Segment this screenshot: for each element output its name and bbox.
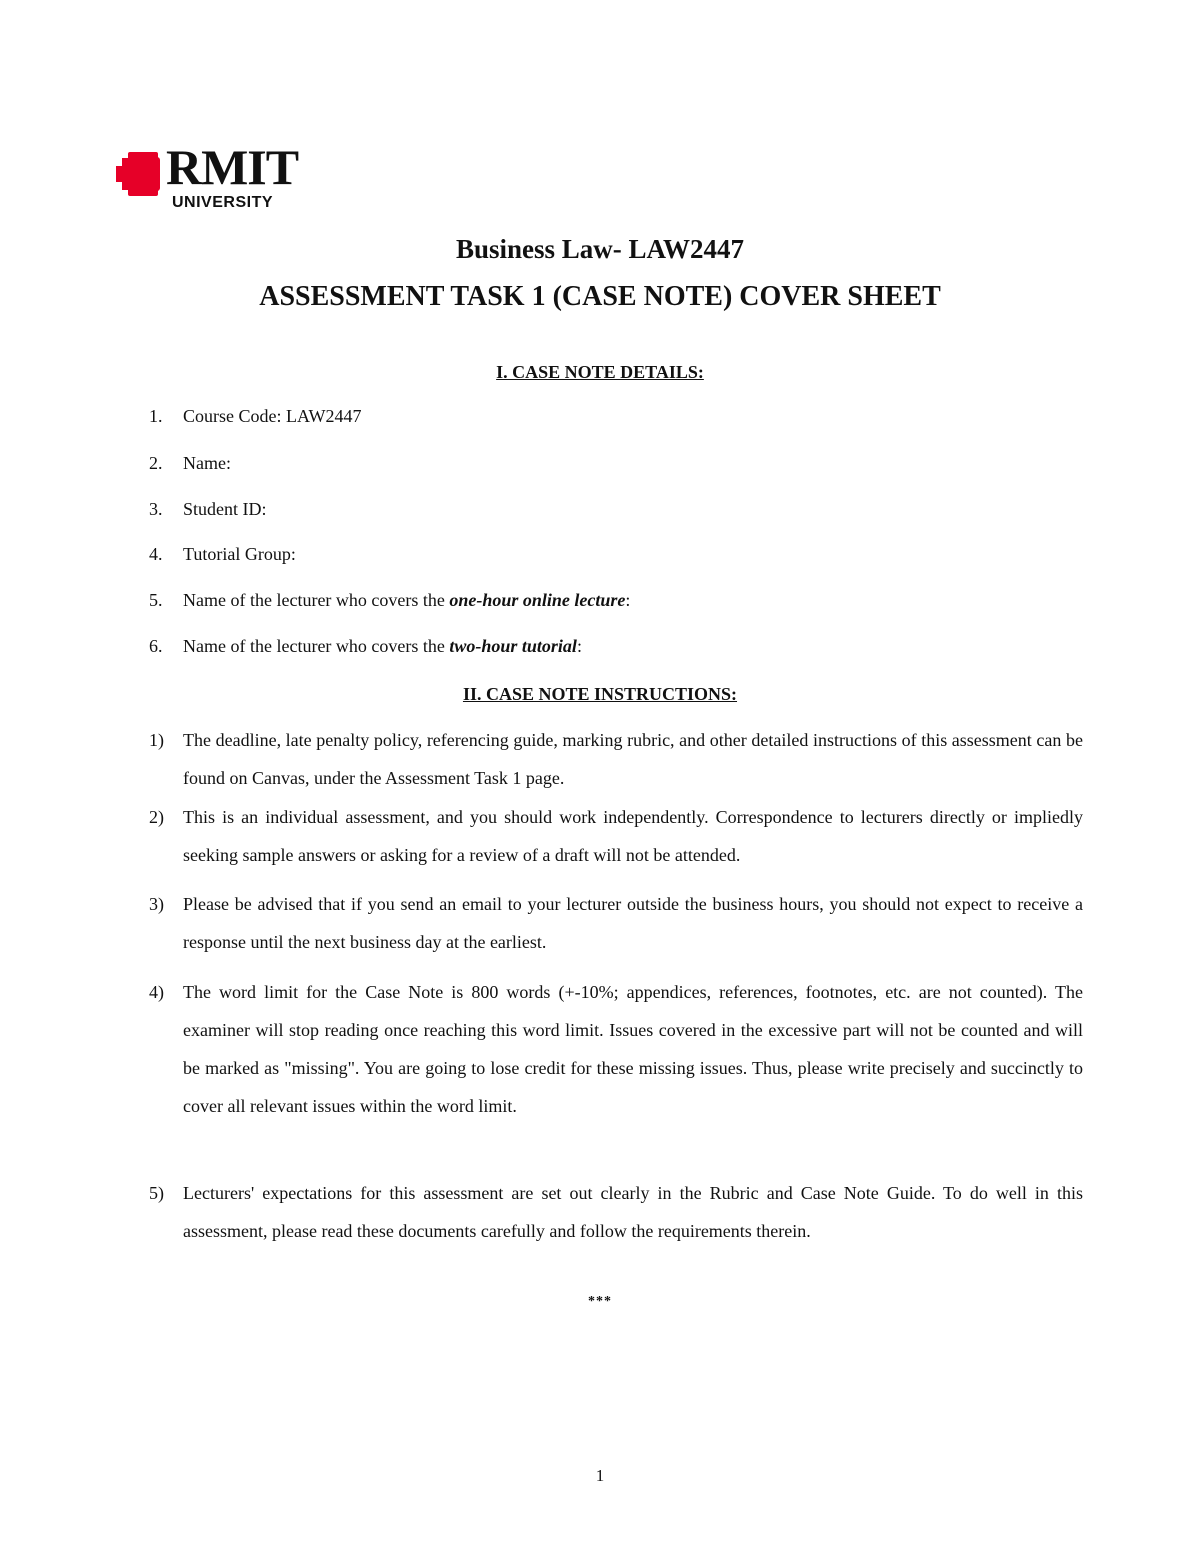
page-number: 1 [595,1466,605,1485]
detail-number: 3. [149,499,163,519]
instruction-text: Lecturers' expectations for this assessment are set out clearly in the Rubric and Case Note Guide. To do well in this assessment, please read these documents carefully and follow the requirements therein. [183,1183,1083,1241]
detail-text-suffix: : [625,590,631,610]
logo-wordmark: RMIT [166,139,299,195]
instruction-number: 1) [149,730,164,750]
instruction-number: 3) [149,894,164,914]
detail-text-suffix: : [576,636,582,656]
detail-text: Student ID: [183,499,267,519]
detail-text: Course Code: LAW2447 [183,406,362,426]
rmit-pixel-logo-icon [116,152,162,196]
instruction-text: The deadline, late penalty policy, referencing guide, marking rubric, and other detailed instructions of this assessment can be found on Canvas, under the Assessment Task 1 page. [183,730,1083,788]
course-title: Business Law- LAW2447 [455,234,745,264]
detail-number: 4. [149,544,163,564]
instruction-text: The word limit for the Case Note is 800 words (+-10%; appendices, references, footnotes, etc. are not counted). The examiner will stop reading once reaching this word limit. Issues covered in the excessive part will not be counted and will be marked as "missing". You are going to lose credit for these missing issues. Thus, please write precisely and succinctly to cover all relevant issues within the word limit. [183,982,1083,1116]
section-heading-details: I. CASE NOTE DETAILS: [496,362,704,382]
rmit-logo [116,139,306,218]
instruction-item [149,973,1083,1125]
instruction-item [149,885,1083,961]
instruction-item [149,721,1083,797]
detail-emphasis: two-hour tutorial [449,636,577,656]
instruction-number: 2) [149,807,164,827]
detail-number: 6. [149,636,163,656]
detail-text: Name of the lecturer who covers the [183,636,450,656]
instruction-number: 4) [149,982,164,1002]
detail-text: Name of the lecturer who covers the [183,590,450,610]
detail-text: Tutorial Group: [183,544,296,564]
detail-number: 2. [149,453,163,473]
detail-item-course-code [149,405,362,427]
instruction-item [149,798,1083,874]
instruction-text: This is an individual assessment, and you should work independently. Correspondence to lecturers directly or impliedly seeking sample answers or asking for a review of a draft will not be attended. [183,807,1083,865]
instruction-item [149,1174,1083,1250]
detail-item-tutorial-group [149,543,296,565]
section-heading-instructions: II. CASE NOTE INSTRUCTIONS: [462,684,738,704]
detail-item-name [149,452,231,474]
sheet-title: ASSESSMENT TASK 1 (CASE NOTE) COVER SHEET [259,281,941,312]
detail-item-lecture-lecturer [149,589,630,611]
logo-subtitle: UNIVERSITY [172,194,274,211]
detail-item-student-id [149,498,267,520]
detail-number: 5. [149,590,163,610]
detail-emphasis: one-hour online lecture [449,590,626,610]
detail-item-tutorial-lecturer [149,635,582,657]
end-separator: *** [588,1294,612,1309]
instruction-number: 5) [149,1183,164,1203]
instruction-text: Please be advised that if you send an email to your lecturer outside the business hours, you should not expect to receive a response until the next business day at the earliest. [183,894,1083,952]
detail-number: 1. [149,406,163,426]
detail-text: Name: [183,453,231,473]
